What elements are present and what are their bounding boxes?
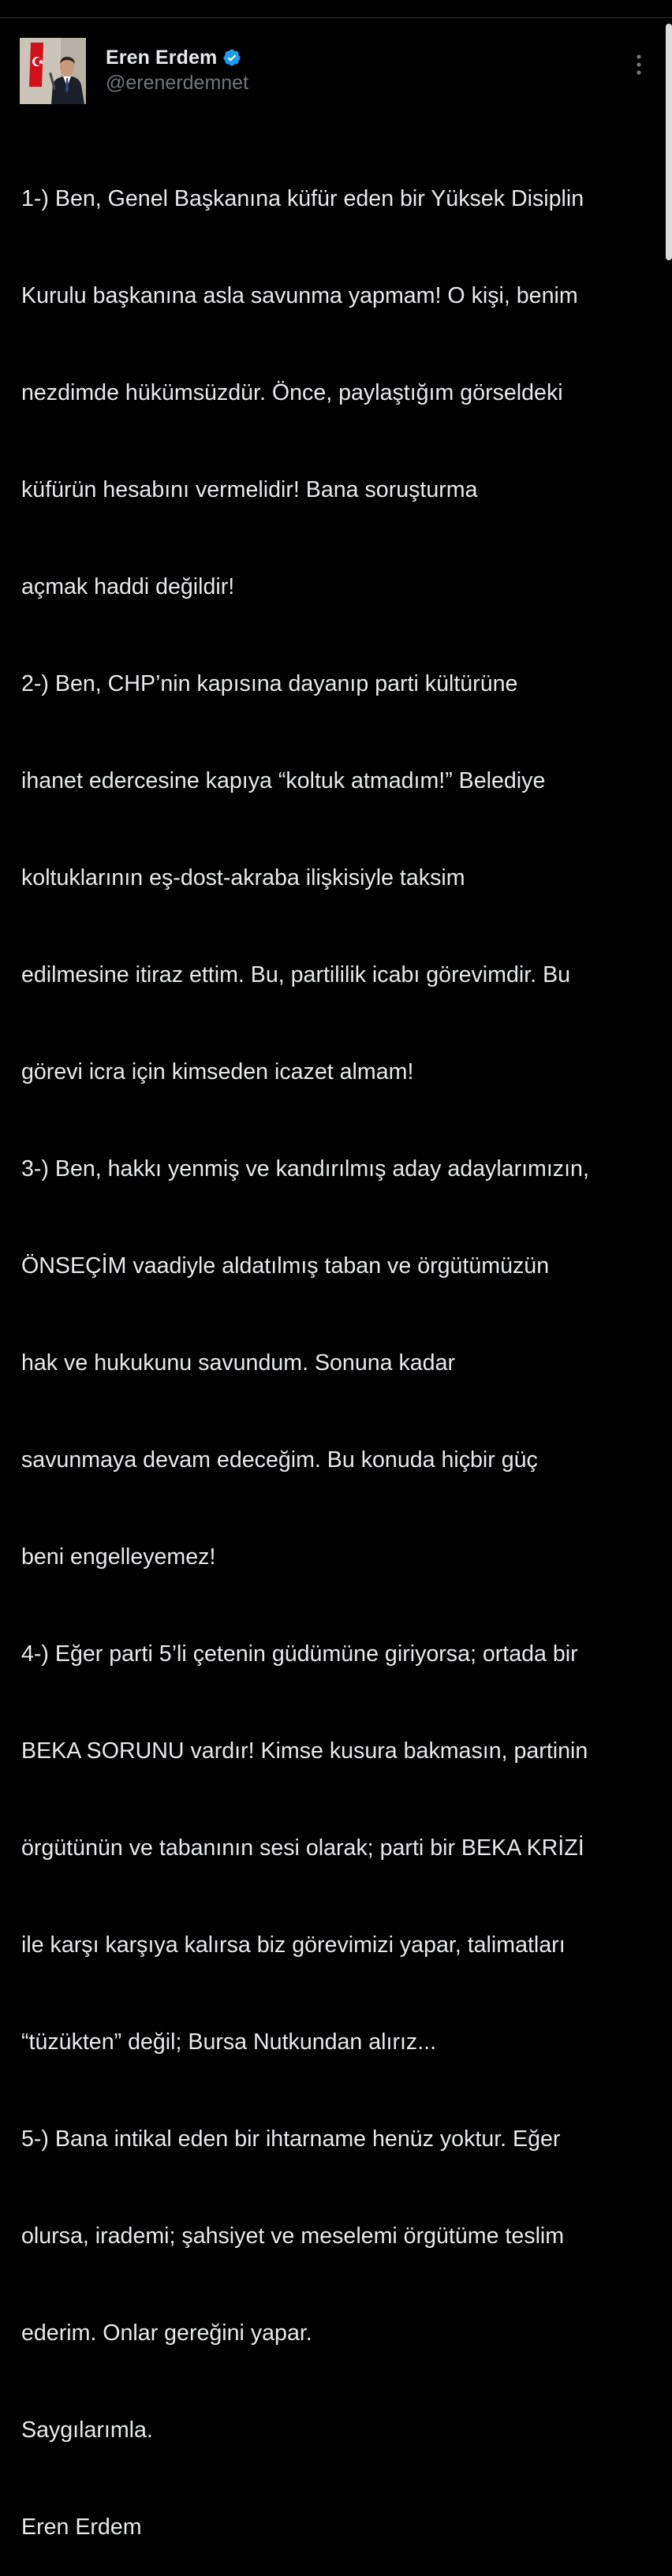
tweet-line: BEKA SORUNU vardır! Kimse kusura bakmasın, partinin: [21, 1738, 588, 1764]
tweet-line: örgütünün ve tabanının sesi olarak; parti bir BEKA KRİZİ: [21, 1835, 584, 1861]
tweet-line: Eren Erdem: [21, 2514, 142, 2540]
scrollbar[interactable]: [666, 24, 672, 260]
tweet-line: ile karşı karşıya kalırsa biz görevimizi yapar, talimatları: [21, 1932, 566, 1958]
verified-badge-icon: [222, 48, 241, 67]
tweet-line: “tüzükten” değil; Bursa Nutkundan alırız...: [21, 2029, 437, 2055]
tweet-line: 5-) Bana intikal eden bir ihtarname henüz yoktur. Eğer: [21, 2126, 561, 2152]
name-row: [106, 44, 248, 71]
tweet-line: 3-) Ben, hakkı yenmiş ve kandırılmış aday adaylarımızın,: [21, 1156, 589, 1182]
avatar-image: [20, 38, 86, 104]
handle[interactable]: @erenerdemnet: [106, 72, 249, 94]
tweet-line: görevi icra için kimseden icazet almam!: [21, 1059, 414, 1085]
display-name[interactable]: Eren Erdem: [106, 46, 218, 69]
tweet-line: ÖNSEÇİM vaadiyle aldatılmış taban ve örgütümüzün: [21, 1253, 550, 1279]
tweet-line: 1-) Ben, Genel Başkanına küfür eden bir Yüksek Disiplin: [21, 186, 584, 211]
tweet-line: hak ve hukukunu savundum. Sonuna kadar: [21, 1350, 456, 1376]
tweet-line: açmak haddi değildir!: [21, 574, 235, 599]
tweet-line: 2-) Ben, CHP’nin kapısına dayanıp parti kültürüne: [21, 671, 518, 696]
avatar[interactable]: [20, 38, 86, 104]
tweet-line: Kurulu başkanına asla savunma yapmam! O kişi, benim: [21, 283, 578, 308]
tweet-line: koltuklarının eş-dost-akraba ilişkisiyle taksim: [21, 865, 465, 890]
author-info[interactable]: [106, 44, 248, 95]
tweet-text: [21, 118, 660, 2576]
tweet-line: küfürün hesabını vermelidir! Bana soruşturma: [21, 477, 478, 502]
tweet-line: Saygılarımla.: [21, 2417, 153, 2443]
tweet-line: edilmesine itiraz ettim. Bu, partililik icabı görevimdir. Bu: [21, 962, 571, 987]
tweet-line: olursa, irademi; şahsiyet ve meselemi örgütüme teslim: [21, 2223, 565, 2249]
tweet-line: ederim. Onlar gereğini yapar.: [21, 2320, 312, 2346]
tweet-line: savunmaya devam edeceğim. Bu konuda hiçbir güç: [21, 1447, 538, 1473]
tweet-line: nezdimde hükümsüzdür. Önce, paylaştığım görseldeki: [21, 380, 563, 405]
tweet-line: beni engelleyemez!: [21, 1544, 216, 1570]
tweet-line: 4-) Eğer parti 5’li çetenin güdümüne giriyorsa; ortada bir: [21, 1641, 578, 1667]
more-options-icon[interactable]: [628, 52, 650, 79]
tweet-line: ihanet edercesine kapıya “koltuk atmadım!” Belediye: [21, 768, 546, 793]
top-divider: [0, 17, 672, 18]
